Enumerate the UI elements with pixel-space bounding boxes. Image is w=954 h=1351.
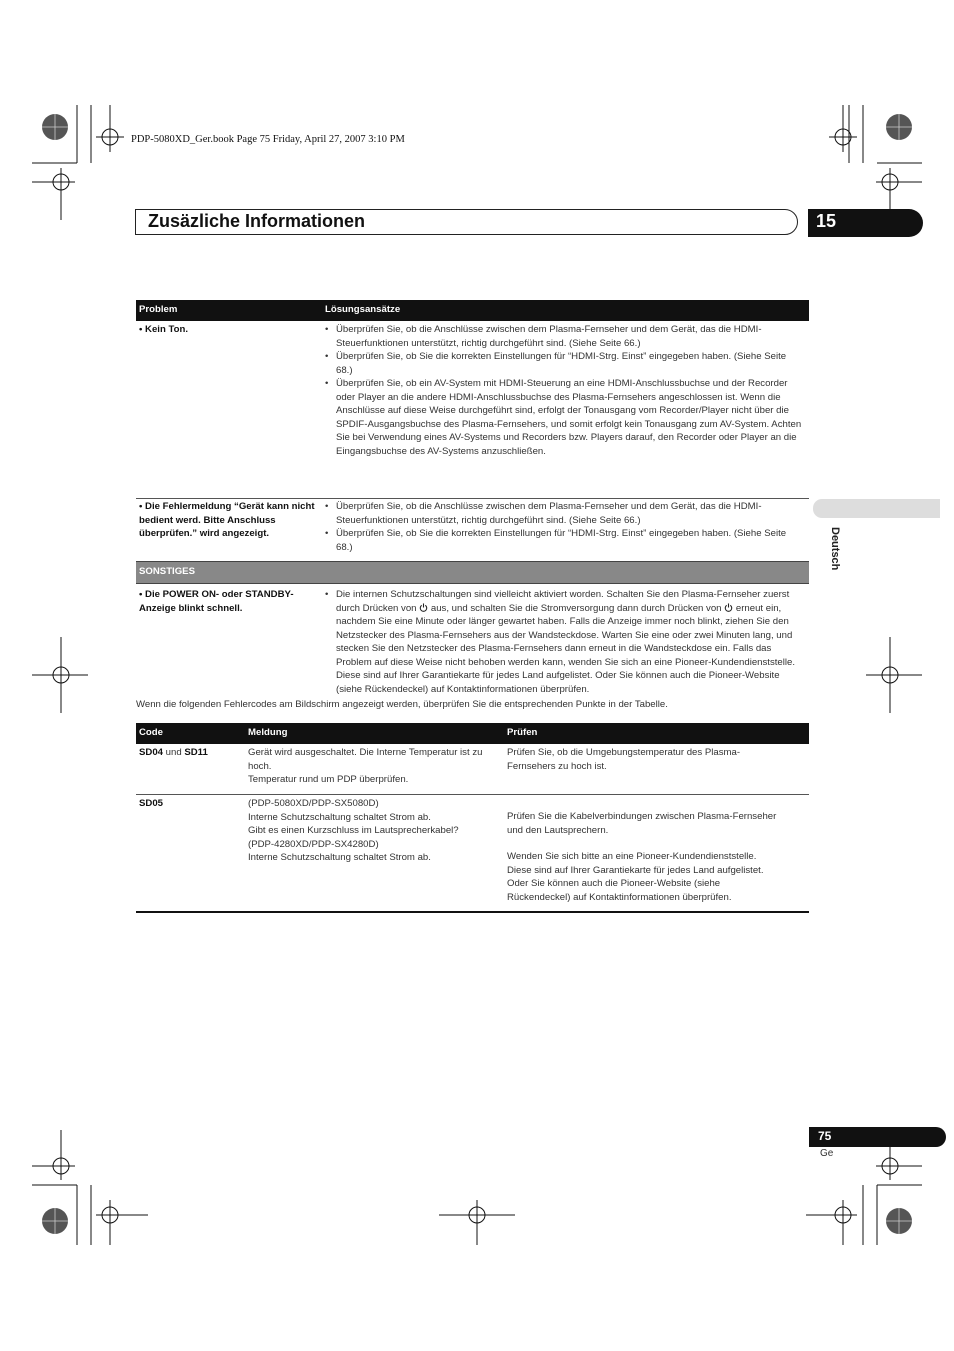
header-problem: Problem — [139, 304, 178, 315]
section-title: SONSTIGES — [139, 566, 195, 577]
chapter-title-bar — [135, 209, 798, 235]
language-label: Deutsch — [829, 527, 841, 571]
code-cell: SD04 und SD11 — [139, 747, 208, 758]
check-cell: Prüfen Sie die Kabelverbindungen zwischen Plasma-Fernseher und den Lautsprechern. Wenden Sie sich bitte an eine Pioneer-Kundendienststelle. Diese sind auf Ihrer Garantiekarte für jedes Land aufgelistet. Oder Sie können auch die Pioneer-Website (siehe Rückendeckel) auf Kontaktinformationen überprüfen. — [507, 811, 777, 903]
header-message: Meldung — [248, 727, 288, 738]
list-item: • Überprüfen Sie, ob die Anschlüsse zwischen dem Plasma-Fernseher und dem Gerät, das die HDMI-Steuerfunktionen unterstützt, richtig durchgeführt sind. (Siehe Seite 66.) — [325, 323, 805, 350]
table-row — [136, 584, 809, 734]
code-cell: SD05 — [139, 798, 163, 809]
solution-list — [325, 588, 805, 696]
print-header: PDP-5080XD_Ger.book Page 75 Friday, April 27, 2007 3:10 PM — [131, 134, 405, 145]
header-code: Code — [139, 727, 163, 738]
message-cell: (PDP-5080XD/PDP-SX5080D) Interne Schutzschaltung schaltet Strom ab. Gibt es einen Kurzschluss im Lautsprecherkabel? (PDP-4280XD/PDP-SX4280D) Interne Schutzschaltung schaltet Strom ab. — [248, 798, 459, 863]
language-code: Ge — [820, 1148, 834, 1159]
troubleshooting-table — [136, 300, 809, 734]
table-row — [136, 499, 809, 561]
chapter-number: 15 — [816, 211, 837, 231]
table-row — [136, 321, 809, 499]
list-item: • Die internen Schutzschaltungen sind vielleicht aktiviert worden. Schalten Sie den Plasma-Fernseher zuerst durch Drücken von aus, und schalten Sie die Stromversorgung dann durch Drücken von erneut ein, nachdem Sie eine Minute oder länger gewartet haben. Falls die Anzeige immer noch blinkt, ziehen Sie den Netzstecker des Plasma-Fernsehers aus der Wandsteckdose. Warten Sie eine oder zwei Minuten lang, und stecken Sie den Netzstecker des Plasma-Fernsehers dann erneut in die Wandsteckdose ein. Falls das Problem auf diese Weise nicht behoben werden kann, wenden Sie sich an eine Pioneer-Kundendienststelle. Diese sind auf Ihrer Garantiekarte für jedes Land aufgelistet. Oder Sie können auch die Pioneer-Website (siehe Rückendeckel) auf Kontaktinformationen überprüfen. — [325, 588, 805, 696]
chapter-title: Zusäzliche Informationen — [148, 211, 366, 231]
page-number: 75 — [818, 1129, 832, 1143]
list-item: • Überprüfen Sie, ob ein AV-System mit HDMI-Steuerung an eine HDMI-Anschlussbuchse und der Recorder oder Player an die andere HDMI-Anschlussbuchse des Plasma-Fernsehers angeschlossen ist. Wenn die Anschlüsse auf diese Weise durchgeführt sind, erfolgt der Tonausgang vom Recorder/Player nicht über die SPDIF-Ausgangsbuchse des Plasma-Fernsehers, und somit erfolgt kein Tonausgang zum AV-System. Achten Sie bei Verwendung eines AV-Systems und Recorders bzw. Players darauf, den Recorder oder Player an die Eingangsbuchse des AV-Systems anzuschließen. — [325, 377, 805, 458]
solution-list — [325, 323, 805, 458]
list-item: • Überprüfen Sie, ob Sie die korrekten Einstellungen für “HDMI-Strg. Einst” eingegeben haben. (Siehe Seite 68.) — [325, 527, 805, 554]
header-check: Prüfen — [507, 727, 538, 738]
language-side-tab — [813, 499, 940, 518]
table-end-rule — [136, 911, 809, 913]
problem-cell: • Kein Ton. — [139, 324, 189, 335]
header-solutions: Lösungsansätze — [325, 304, 401, 315]
chapter-number-tab — [808, 209, 923, 237]
table-header — [136, 300, 809, 321]
power-icon — [419, 603, 428, 612]
page-number-tab — [809, 1127, 946, 1147]
message-cell: Gerät wird ausgeschaltet. Die Interne Temperatur ist zu hoch. Temperatur rund um PDP überprüfen. — [248, 747, 483, 785]
list-item: • Überprüfen Sie, ob die Anschlüsse zwischen dem Plasma-Fernseher und dem Gerät, das die HDMI-Steuerfunktionen unterstützt, richtig durchgeführt sind. (Siehe Seite 66.) — [325, 500, 805, 527]
solution-list — [325, 500, 805, 554]
table-header — [136, 723, 809, 744]
section-header — [136, 561, 809, 584]
power-icon — [724, 603, 733, 612]
intro-paragraph: Wenn die folgenden Fehlercodes am Bildschirm angezeigt werden, überprüfen Sie die entsprechenden Punkte in der Tabelle. — [136, 699, 668, 710]
problem-cell: • Die Fehlermeldung “Gerät kann nicht bedient werd. Bitte Anschluss überprüfen.” wird angezeigt. — [139, 501, 315, 539]
problem-cell: • Die POWER ON- oder STANDBY-Anzeige blinkt schnell. — [139, 589, 294, 614]
check-cell: Prüfen Sie, ob die Umgebungstemperatur des Plasma-Fernsehers zu hoch ist. — [507, 747, 741, 772]
table-row — [136, 744, 809, 795]
table-row — [136, 795, 809, 913]
list-item: • Überprüfen Sie, ob Sie die korrekten Einstellungen für “HDMI-Strg. Einst” eingegeben haben. (Siehe Seite 68.) — [325, 350, 805, 377]
error-code-table — [136, 723, 809, 913]
